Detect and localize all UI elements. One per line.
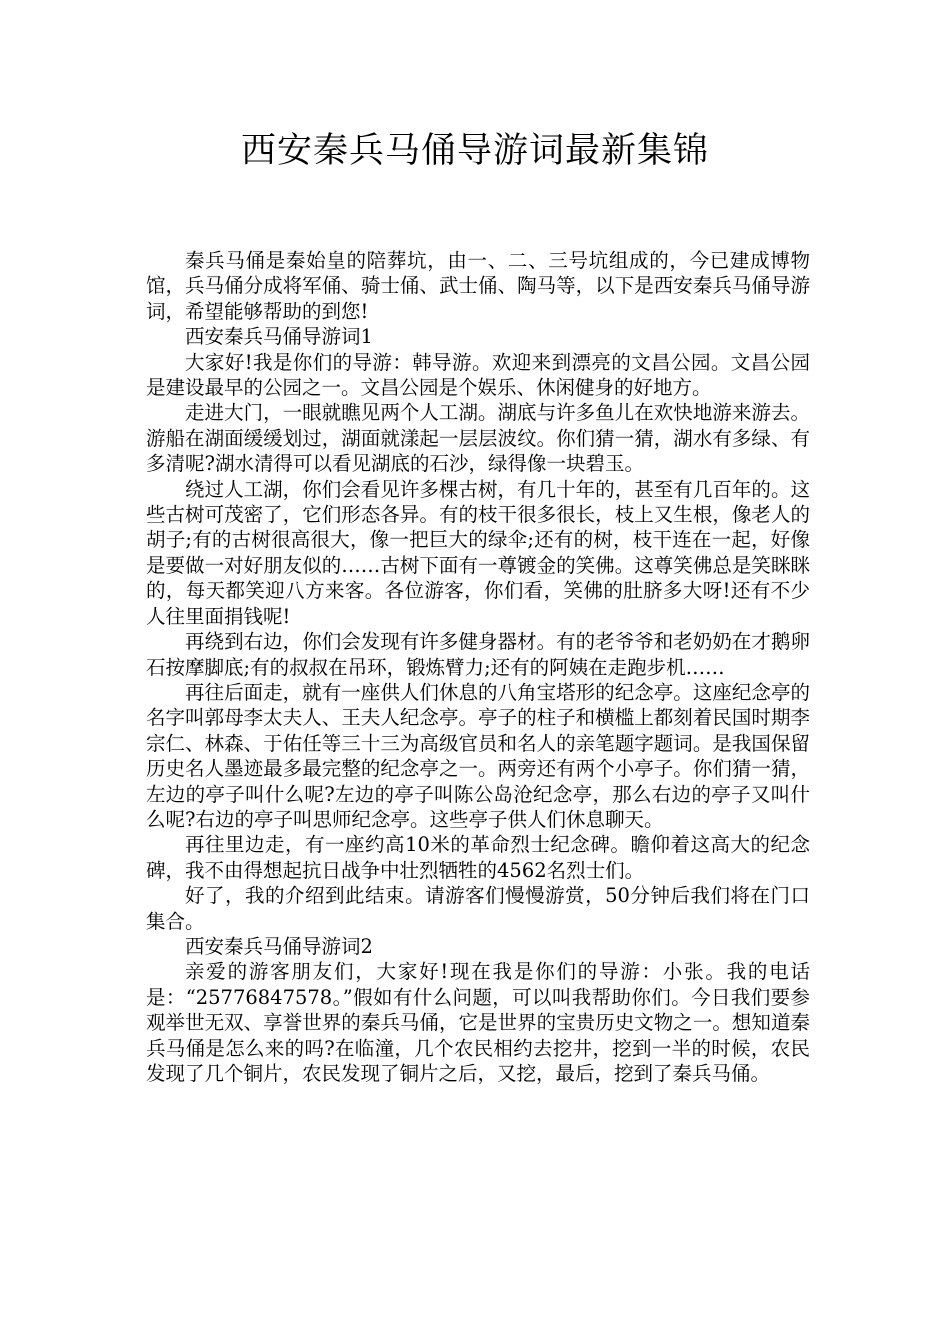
document-body bbox=[146, 248, 810, 1086]
paragraph: 再往里边走，有一座约高10米的革命烈士纪念碑。瞻仰着这高大的纪念碑，我不由得想起抗日战争中壮烈牺牲的4562名烈士们。 bbox=[146, 833, 810, 882]
paragraph: 亲爱的游客朋友们，大家好!现在我是你们的导游：小张。我的电话是：“25776847578。”假如有什么问题，可以叫我帮助你们。今日我们要参观举世无双、享誉世界的秦兵马俑，它是世界的宝贵历史文物之一。想知道秦兵马俑是怎么来的吗?在临潼，几个农民相约去挖井，挖到一半的时候，农民发现了几个铜片，农民发现了铜片之后，又挖，最后，挖到了秦兵马俑。 bbox=[146, 960, 810, 1085]
paragraph: 走进大门，一眼就瞧见两个人工湖。湖底与许多鱼儿在欢快地游来游去。游船在湖面缓缓划过，湖面就漾起一层层波纹。你们猜一猜，湖水有多绿、有多清呢?湖水清得可以看见湖底的石沙，绿得像一块碧玉。 bbox=[146, 401, 810, 476]
paragraph: 再往后面走，就有一座供人们休息的八角宝塔形的纪念亭。这座纪念亭的名字叫郭母李太夫人、王夫人纪念亭。亭子的柱子和横槛上都刻着民国时期李宗仁、林森、于佑任等三十三为高级官员和名人的亲笔题字题词。是我国保留历史名人墨迹最多最完整的纪念亭之一。两旁还有两个小亭子。你们猜一猜，左边的亭子叫什么呢?左边的亭子叫陈公岛沧纪念亭，那么右边的亭子又叫什么呢?右边的亭子叫思师纪念亭。这些亭子供人们休息聊天。 bbox=[146, 680, 810, 831]
document-title: 西安秦兵马俑导游词最新集锦 bbox=[240, 131, 709, 171]
paragraph: 好了，我的介绍到此结束。请游客们慢慢游赏，50分钟后我们将在门口集合。 bbox=[146, 884, 810, 933]
paragraph: 大家好!我是你们的导游：韩导游。欢迎来到漂亮的文昌公园。文昌公园是建设最早的公园之一。文昌公园是个娱乐、休闲健身的好地方。 bbox=[146, 350, 810, 400]
section-heading-2: 西安秦兵马俑导游词2 bbox=[185, 934, 373, 958]
paragraph: 绕过人工湖，你们会看见许多棵古树，有几十年的，甚至有几百年的。这些古树可茂密了，它们形态各异。有的枝干很多很长，枝上又生根，像老人的胡子;有的古树很高很大，像一把巨大的绿伞;还有的树，枝干连在一起，好像是要做一对好朋友似的……古树下面有一尊镀金的笑佛。这尊笑佛总是笑眯眯的，每天都笑迎八方来客。各位游客，你们看，笑佛的肚脐多大呀!还有不少人往里面捐钱呢! bbox=[146, 477, 810, 628]
paragraph: 再绕到右边，你们会发现有许多健身器材。有的老爷爷和老奶奶在才鹅卵石按摩脚底;有的叔叔在吊环，锻炼臂力;还有的阿姨在走跑步机…… bbox=[146, 630, 810, 679]
paragraph-intro: 秦兵马俑是秦始皇的陪葬坑，由一、二、三号坑组成的，今已建成博物馆，兵马俑分成将军俑、骑士俑、武士俑、陶马等，以下是西安秦兵马俑导游词，希望能够帮助的到您! bbox=[146, 249, 810, 323]
section-heading-1: 西安秦兵马俑导游词1 bbox=[185, 325, 373, 349]
